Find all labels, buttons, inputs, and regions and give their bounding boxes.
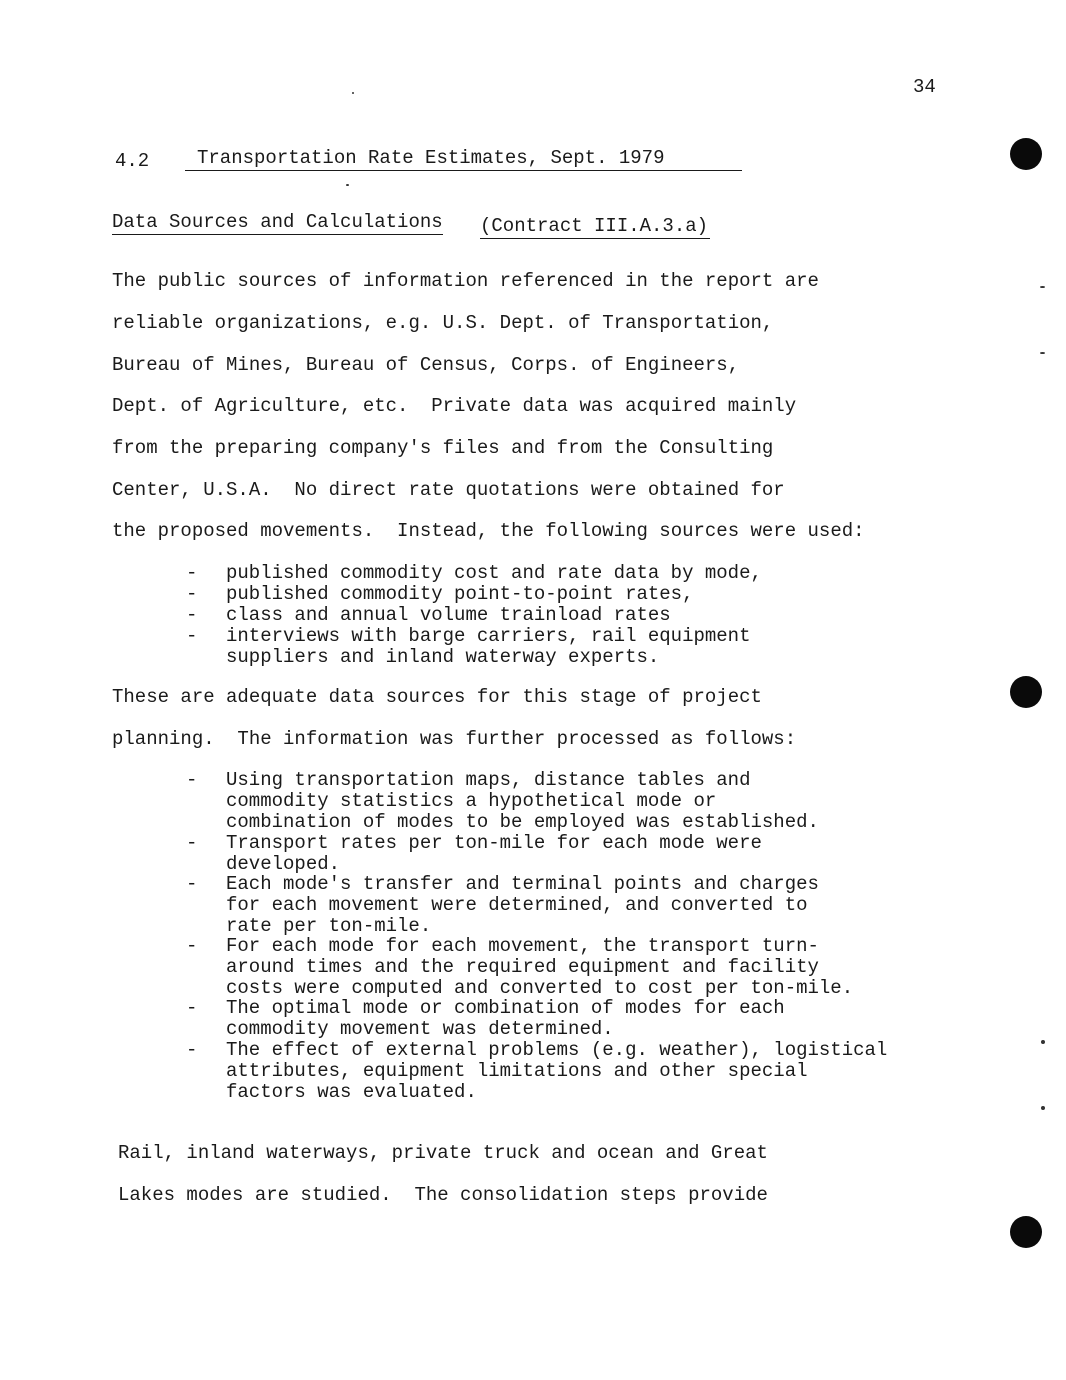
bullet-dash: - [186, 583, 198, 605]
scan-speck [1040, 286, 1045, 288]
scan-speck [346, 184, 349, 186]
bullet-dash: - [186, 873, 198, 895]
bullet-dash: - [186, 935, 198, 957]
subheading-title: Data Sources and Calculations [112, 211, 443, 233]
list-item-line: around times and the required equipment and facility [226, 956, 819, 978]
list-item-line: developed. [226, 853, 341, 875]
list-item-line: class and annual volume trainload rates [226, 604, 671, 626]
list-item-line: attributes, equipment limitations and other special [226, 1060, 808, 1082]
punch-hole-icon [1010, 138, 1042, 170]
subheading-contract: (Contract III.A.3.a) [480, 215, 709, 237]
list-item-line: costs were computed and converted to cost per ton-mile. [226, 977, 854, 999]
paragraph-line: Dept. of Agriculture, etc. Private data was acquired mainly [112, 395, 797, 417]
section-title: Transportation Rate Estimates, Sept. 1979 [185, 146, 742, 171]
list-item-line: for each movement were determined, and converted to [226, 894, 808, 916]
punch-hole-icon [1010, 676, 1042, 708]
list-item-line: The effect of external problems (e.g. weather), logistical [226, 1039, 888, 1061]
section-number: 4.2 [115, 150, 150, 172]
paragraph-line: from the preparing company's files and from the Consulting [112, 437, 774, 459]
paragraph-line: The public sources of information referenced in the report are [112, 270, 819, 292]
list-item-line: commodity statistics a hypothetical mode or [226, 790, 717, 812]
list-item-line: Using transportation maps, distance tables and [226, 769, 751, 791]
bullet-dash: - [186, 1039, 198, 1061]
scan-speck [1041, 1106, 1045, 1110]
list-item-line: factors was evaluated. [226, 1081, 477, 1103]
list-item-line: suppliers and inland waterway experts. [226, 646, 660, 668]
punch-hole-icon [1010, 1216, 1042, 1248]
scan-speck [1041, 1040, 1045, 1044]
bullet-dash: - [186, 832, 198, 854]
bullet-dash: - [186, 604, 198, 626]
paragraph-line: Rail, inland waterways, private truck and ocean and Great [118, 1142, 768, 1164]
paragraph-line: Bureau of Mines, Bureau of Census, Corps. of Engineers, [112, 354, 740, 376]
paragraph-line: Center, U.S.A. No direct rate quotations were obtained for [112, 479, 785, 501]
paragraph-line: Lakes modes are studied. The consolidation steps provide [118, 1184, 768, 1206]
list-item-line: commodity movement was determined. [226, 1018, 614, 1040]
list-item-line: published commodity cost and rate data by mode, [226, 562, 762, 584]
list-item-line: interviews with barge carriers, rail equipment [226, 625, 751, 647]
scan-speck [352, 92, 354, 94]
bullet-dash: - [186, 997, 198, 1019]
list-item-line: Each mode's transfer and terminal points and charges [226, 873, 819, 895]
list-item-line: combination of modes to be employed was established. [226, 811, 819, 833]
list-item-line: Transport rates per ton-mile for each mode were [226, 832, 762, 854]
list-item-line: rate per ton-mile. [226, 915, 432, 937]
page-number: 34 [913, 76, 936, 98]
paragraph-line: These are adequate data sources for this stage of project [112, 686, 762, 708]
list-item-line: published commodity point-to-point rates, [226, 583, 694, 605]
bullet-dash: - [186, 625, 198, 647]
scan-speck [1040, 352, 1045, 354]
paragraph-line: reliable organizations, e.g. U.S. Dept. of Transportation, [112, 312, 774, 334]
paragraph-line: planning. The information was further processed as follows: [112, 728, 797, 750]
paragraph-line: the proposed movements. Instead, the following sources were used: [112, 520, 865, 542]
bullet-dash: - [186, 769, 198, 791]
list-item-line: The optimal mode or combination of modes for each [226, 997, 785, 1019]
list-item-line: For each mode for each movement, the transport turn- [226, 935, 819, 957]
bullet-dash: - [186, 562, 198, 584]
